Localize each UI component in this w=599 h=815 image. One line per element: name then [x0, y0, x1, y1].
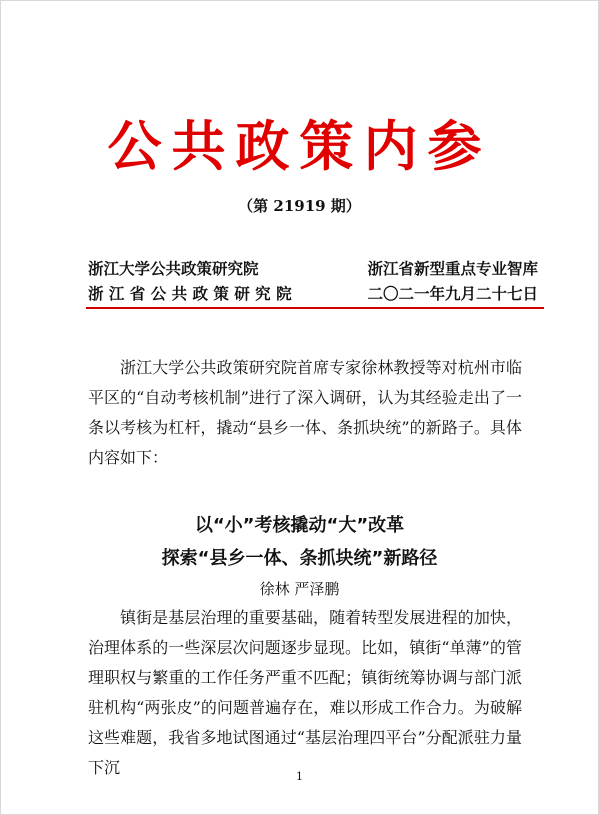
article-authors: 徐林 严泽鹏 [259, 580, 340, 598]
publisher-info [88, 258, 538, 308]
page-number: 1 [296, 770, 303, 783]
publication-date: 二〇二一年九月二十七日 [367, 284, 538, 303]
publisher-right-1: 浙江省新型重点专业智库 [367, 259, 538, 278]
publisher-left-2: 浙 江 省 公 共 政 策 研 究 院 [88, 284, 292, 303]
masthead-title: 公共政策内参 [107, 115, 492, 178]
publisher-row-1 [88, 258, 538, 283]
body-paragraph: 镇街是基层治理的重要基础，随着转型发展进程的加快，治理体系的一些深层次问题逐步显现。比如，镇街“单薄”的管理职权与繁重的工作任务严重不匹配；镇街统筹协调与部门派驻机构“两张皮”的问题普遍存在，难以形成工作合力。为破解这些难题，我省多地试图通过“基层治理四平台”分配派驻力量下沉 [88, 608, 522, 777]
issue-number: （第 21919 期） [238, 197, 361, 215]
publisher-row-2 [88, 283, 538, 308]
article-title-line-2: 探索“县乡一体、条抓块统”新路径 [161, 548, 438, 569]
header-divider [86, 307, 544, 309]
intro-paragraph: 浙江大学公共政策研究院首席专家徐林教授等对杭州市临平区的“自动考核机制”进行了深入调研，认为其经验走出了一条以考核为杠杆，撬动“县乡一体、条抓块统”的新路子。具体内容如下： [88, 358, 522, 467]
article-title-line-1: 以“小”考核撬动“大”改革 [194, 515, 405, 536]
publisher-left-1: 浙江大学公共政策研究院 [88, 259, 259, 278]
